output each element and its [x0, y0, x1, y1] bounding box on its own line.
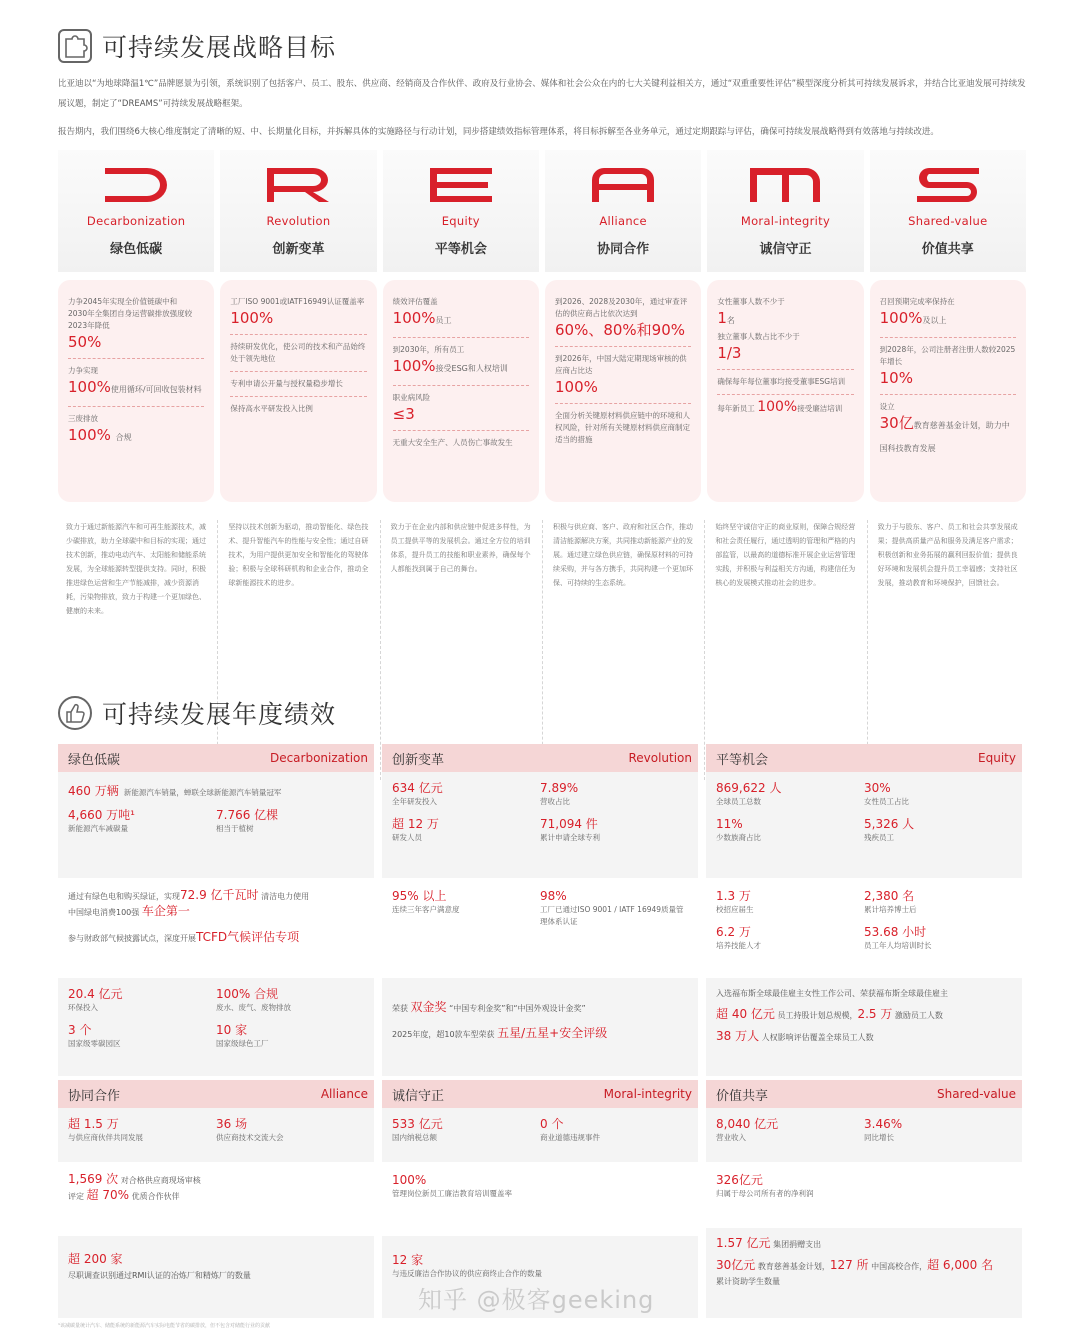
- dreams-col-decarbonization: [58, 150, 214, 640]
- dimension-cn: 绿色低碳: [110, 242, 163, 257]
- target-card: 女性董事人数不少于 1名 独立董事人数占比不少于 1/3 确保每年每位董事均接受董事ESG培训 每年新员工 100%接受廉洁培训: [707, 280, 863, 502]
- dreams-col-moral-integrity: [707, 150, 863, 640]
- page-title: 可持续发展战略目标: [102, 33, 337, 62]
- section-title: 可持续发展年度绩效: [102, 700, 337, 729]
- dimension-description: 致力于通过新能源汽车和可再生能源技术，减少碳排放，助力全球碳中和目标的实现；通过技术创新，推动电动汽车、太阳能和储能系统发展，为全球能源转型提供支持。同时，积极推进绿色运营和生产节能减排，减少资源消耗，污染物排放，致力于构建一个更加绿色、健康的未来。: [66, 523, 206, 615]
- dimension-description: 致力于与股东、客户、员工和社会共享发展成果；提供高质量产品和服务及满足客户需求；积极创新和业务拓展的赢利回报价值；提供良好环境和发展机会提升员工幸福感；支持社区发展，推动教育和环境保护，回馈社会。: [877, 523, 1018, 587]
- dimension-cn: 平等机会: [434, 242, 487, 257]
- dimension-description: 致力于在企业内部和供应链中促进多样性，为员工提供平等的发展机会。通过全方位的培训体系，提升员工的技能和职业素养，确保每个人都能找到属于自己的舞台。: [390, 523, 531, 573]
- dimension-en: Decarbonization: [86, 214, 186, 228]
- target-card: 工厂ISO 9001或IATF16949认证覆盖率 100% 持续研发优化，使公司的技术和产品始终处于领先地位 专利申请公开量与授权量稳步增长 保持高水平研发投入比例: [220, 280, 376, 502]
- dimension-en: Moral-integrity: [740, 214, 831, 228]
- perf-card-revolution: 创新变革 Revolution 634 亿元 全年研发投入 7.89% 营收占比 超 12 万 研发人员 71,094 件 累计申请全球专利 95% 以上 连续三年客户满意度 98% 工厂已通过ISO 9001 / IATF 16949质量管理体系认证 荣获 双金奖 “中国专利金奖”和“中国外观设计金奖” 2025年度，超10款车型荣获 五星/五星+安全评级: [382, 744, 698, 1078]
- letter-d-logo: [103, 166, 169, 204]
- dreams-col-shared-value: [870, 150, 1026, 640]
- intro-paragraph-1: 比亚迪以“为地球降温1℃”品牌愿景为引领，系统识别了包括客户、员工、股东、供应商、经销商及合作伙伴、政府及行业协会、媒体和社会公众在内的七大关键利益相关方，通过“双重重要性评估”模型深度分析其可持续发展诉求，并结合比亚迪发展可持续发展议题，制定了“DREAMS”可持续发展战略框架。: [58, 79, 1026, 109]
- dreams-col-alliance: [545, 150, 701, 640]
- dreams-framework: [58, 150, 1026, 640]
- dimension-description: 始终坚守诚信守正的商业原则，保障合规经营和社会责任履行，通过透明的管理和严格的内部监管，以最高的道德标准开展企业运营管理实践，并积极与利益相关方沟通，构建信任为核心的发展模式推动社会的进步。: [715, 523, 856, 587]
- section-strategy-heading: [58, 28, 336, 64]
- perf-card-alliance: 协同合作 Alliance 超 1.5 万 与供应商伙伴共同发展 36 场 供应商技术交流大会 1,569 次 对合格供应商现场审核 评定 超 70% 优质合作伙伴 超 200 家 尽职调查识别通过RMI认证的冶炼厂和精炼厂的数量: [58, 1080, 374, 1320]
- target-card: 到2026、2028及2030年，通过审查评估的供应商占比依次达到 60%、80%和90% 到2026年，中国大陆定期现场审核的供应商占比达 100% 全面分析关键原材料供应链中的环境和人权风险，针对所有关键原材料供应商制定适当的措施: [545, 280, 701, 502]
- dimension-cn: 诚信守正: [759, 242, 812, 257]
- dimension-cn: 价值共享: [921, 242, 974, 257]
- puzzle-icon: [58, 29, 92, 63]
- thumbs-up-icon: [58, 696, 92, 730]
- dimension-cn: 创新变革: [272, 242, 325, 257]
- perf-card-decarbonization: 绿色低碳 Decarbonization 460 万辆 新能源汽车销量，蝉联全球新能源汽车销量冠军 4,660 万吨¹ 新能源汽车减碳量 7.766 亿棵 相当于植树 通过有绿色电和购买绿证，实现72.9 亿千瓦时 清洁电力使用 中国绿电消费100强 车企第一 参与财政部气候披露试点，深度开展TCFD气候评估专项 20.4 亿元 环保投入 100% 合规 废水、废气、废物排放 3 个 国家级零碳园区 10 家 国家级绿色工厂: [58, 744, 374, 1078]
- dimension-en: Alliance: [599, 214, 647, 228]
- perf-card-moral-integrity: 诚信守正 Moral-integrity 533 亿元 国内纳税总额 0 个 商业道德违规事件 100% 管理岗位新员工廉洁教育培训覆盖率 12 家 与违反廉洁合作协议的供应商终止合作的数量: [382, 1080, 698, 1320]
- letter-r-logo: [265, 166, 331, 204]
- dreams-col-equity: [383, 150, 539, 640]
- section-performance-heading: [58, 695, 336, 731]
- letter-a-logo: [590, 166, 656, 204]
- perf-card-equity: 平等机会 Equity 869,622 人 全球员工总数 30% 女性员工占比 11% 少数族裔占比 5,326 人 残疾员工 1.3 万 校招应届生 2,380 名 累计培养博士后 6.2 万 培养技能人才 53.68 小时 员工年人均培训时长 入选福布斯全球最佳雇主女性工作公司、荣获福布斯全球最佳雇主 超 40 亿元 员工持股计划总规模，2.5 万 激励员工人数 38 万人 人权影响评估覆盖全球员工人数: [706, 744, 1022, 1078]
- dimension-en: Revolution: [266, 214, 331, 228]
- intro-paragraph-2: 报告期内，我们围绕6大核心维度制定了清晰的短、中、长期量化目标，并拆解具体的实施路径与行动计划，同步搭建绩效指标管理体系，将目标拆解至各业务单元，通过定期跟踪与评估，确保可持续发展战略得到有效落地与持续改进。: [58, 127, 939, 137]
- perf-card-shared-value: 价值共享 Shared-value 8,040 亿元 营业收入 3.46% 同比增长 326亿元 归属于母公司所有者的净利润 1.57 亿元 集团捐赠支出 30亿元 教育慈善基金计划，127 所 中国高校合作，超 6,000 名 累计资助学生数量: [706, 1080, 1022, 1320]
- footnote: ¹该减碳量统计汽车、储能系统的新能源汽车实际电能节省的碳排放，但不包含对储能行业的贡献: [58, 1323, 271, 1329]
- dimension-cn: 协同合作: [597, 242, 650, 257]
- dimension-en: Shared-value: [908, 214, 988, 228]
- letter-m-logo: [748, 166, 822, 204]
- letter-s-logo: [915, 166, 981, 204]
- target-card: 召回预期完成率保持在 100%及以上 到2028年，公司注册者注册人数较2025年增长 10% 设立 30亿教育慈善基金计划，助力中国科技教育发展: [870, 280, 1026, 502]
- dimension-description: 积极与供应商、客户、政府和社区合作，推动清洁能源解决方案，共同推动新能源产业的发展。通过建立绿色供应链，确保原材料的可持续采购，并与各方携手，共同构建一个更加环保、可持续的生态系统。: [552, 523, 693, 587]
- target-card: 力争2045年实现全价值链碳中和 2030年全集团自身运营碳排放强度较2023年降低 50% 力争实现 100%使用循环/可回收包装材料 三废排放 100% 合规: [58, 280, 214, 502]
- watermark: 知乎 @极客geeking: [418, 1286, 655, 1314]
- target-card: 绩效评估覆盖 100%员工 到2030年，所有员工 100%接受ESG和人权培训 职业病风险 ≤3 无重大安全生产、人员伤亡事故发生: [383, 280, 539, 502]
- dimension-description: 坚持以技术创新为驱动，推动智能化、绿色技术、提升智能汽车的性能与安全性；通过自研技术，为用户提供更加安全和智能化的驾驶体验；积极与全球科研机构和企业合作，推动全球新能源技术的进步。: [228, 523, 369, 587]
- letter-e-logo: [428, 166, 494, 204]
- dreams-col-revolution: [220, 150, 376, 640]
- dimension-en: Equity: [441, 214, 480, 228]
